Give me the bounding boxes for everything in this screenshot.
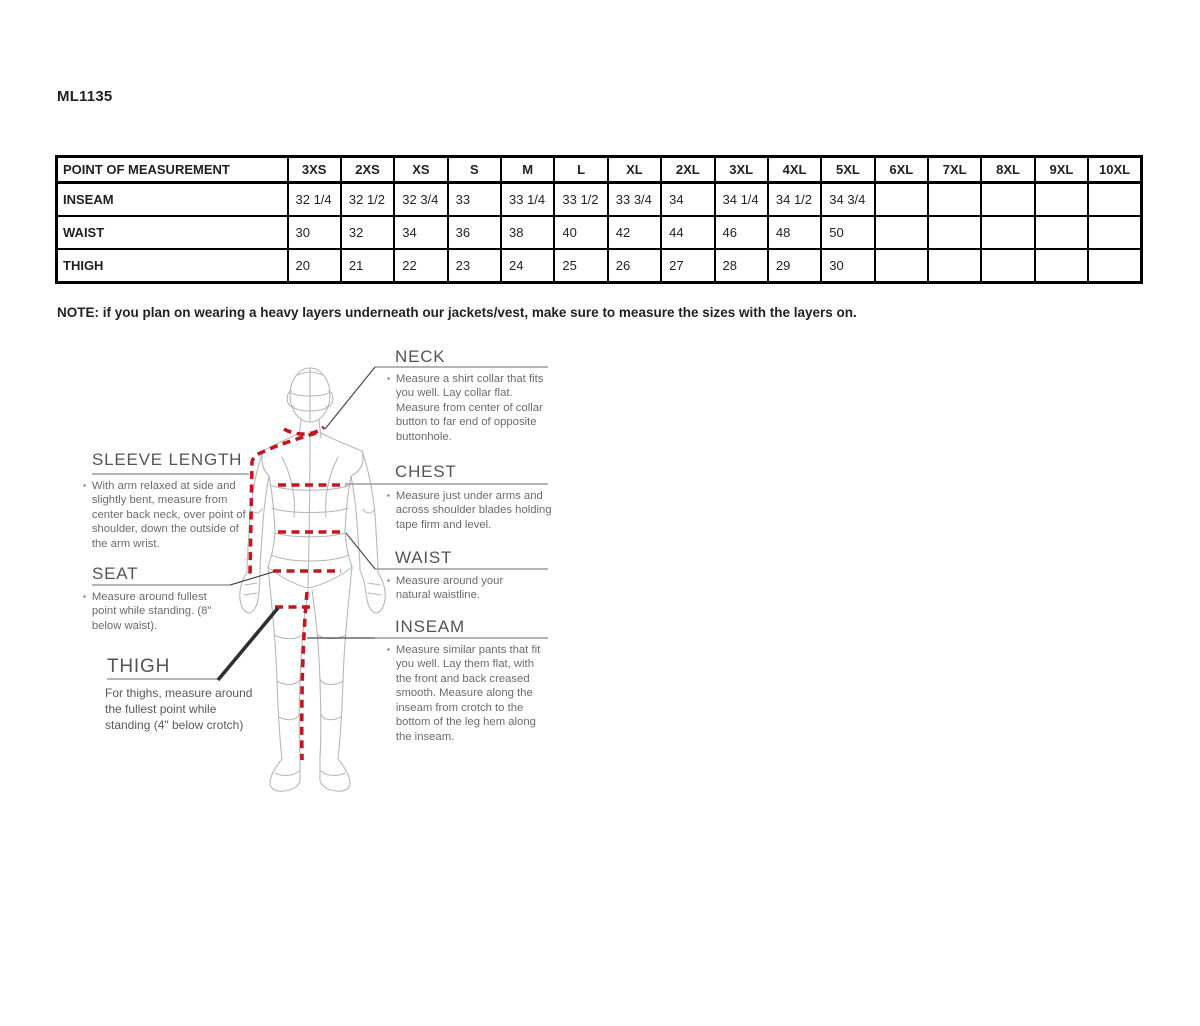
sleeve-length-label [83,479,253,551]
inseam-instructions: Measure similar pants that fit you well. Lay them flat, with the front and back creased smooth. Measure along the inseam from crotch to the bottom of the leg hem along the inseam. [395,644,541,743]
neck-title: NECK [395,347,446,366]
table-cell [928,216,981,249]
table-cell: 32 1/4 [288,183,341,217]
chest-instructions: Measure just under arms and across shoulder blades holding tape firm and level. [395,490,552,531]
waist-instructions: Measure around your natural waistline. [395,575,504,602]
header-cell: 4XL [768,157,821,183]
table-row-waist [57,216,1142,249]
seat-title: SEAT [92,564,139,583]
seat-label [83,590,233,633]
thigh-label [105,686,263,733]
row-label: INSEAM [57,183,288,217]
table-cell: 36 [448,216,501,249]
table-cell [981,183,1034,217]
header-cell: 9XL [1035,157,1088,183]
table-cell: 46 [715,216,768,249]
table-cell: 40 [554,216,607,249]
row-label: THIGH [57,249,288,283]
bullet-icon: ▪ [83,592,86,601]
thigh-instructions: For thighs, measure around the fullest point while standing (4" below crotch) [105,686,253,732]
table-cell: 33 [448,183,501,217]
sleeve-length-title: SLEEVE LENGTH [92,450,243,469]
table-cell: 42 [608,216,661,249]
measurement-diagram [70,345,550,797]
table-cell: 34 1/2 [768,183,821,217]
row-label: WAIST [57,216,288,249]
table-cell: 44 [661,216,714,249]
neck-instructions: Measure a shirt collar that fits you well. Lay collar flat. Measure from center of collar button to far end of opposite buttonhole. [395,373,544,443]
size-table [55,155,1143,284]
seat-instructions: Measure around fullest point while standing. (8" below waist). [91,591,212,632]
header-cell: XS [394,157,447,183]
table-cell: 33 3/4 [608,183,661,217]
table-cell: 32 1/2 [341,183,394,217]
waist-label [387,574,517,603]
neck-label [387,372,549,444]
table-row-thigh [57,249,1142,283]
table-cell: 21 [341,249,394,283]
layers-note: NOTE: if you plan on wearing a heavy layers underneath our jackets/vest, make sure to measure the sizes with the layers on. [57,305,857,320]
inseam-title: INSEAM [395,617,465,636]
table-cell [981,216,1034,249]
table-cell: 33 1/4 [501,183,554,217]
table-cell: 32 [341,216,394,249]
table-row-inseam [57,183,1142,217]
table-cell [1035,216,1088,249]
table-cell: 34 [394,216,447,249]
table-cell: 25 [554,249,607,283]
table-cell: 22 [394,249,447,283]
header-cell: 2XL [661,157,714,183]
header-cell: S [448,157,501,183]
neck-measure-line [284,427,324,434]
table-cell [928,249,981,283]
bullet-icon: ▪ [83,481,86,490]
page-title: ML1135 [57,88,113,105]
table-cell: 38 [501,216,554,249]
header-cell: 3XL [715,157,768,183]
table-cell: 20 [288,249,341,283]
header-cell: 5XL [821,157,874,183]
header-cell: M [501,157,554,183]
chest-label [387,489,555,532]
bullet-icon: ▪ [387,645,390,654]
table-cell [928,183,981,217]
table-cell: 34 [661,183,714,217]
table-cell: 30 [288,216,341,249]
table-cell: 32 3/4 [394,183,447,217]
table-cell [875,249,928,283]
table-cell: 24 [501,249,554,283]
header-cell: L [554,157,607,183]
bullet-icon: ▪ [387,491,390,500]
table-cell: 23 [448,249,501,283]
table-cell: 50 [821,216,874,249]
table-cell: 34 1/4 [715,183,768,217]
header-cell: 8XL [981,157,1034,183]
table-cell [1088,216,1141,249]
table-cell [875,183,928,217]
chest-title: CHEST [395,462,457,481]
inseam-label [387,643,552,744]
header-cell: 2XS [341,157,394,183]
table-cell [875,216,928,249]
header-cell: 10XL [1088,157,1141,183]
header-cell: XL [608,157,661,183]
table-cell: 26 [608,249,661,283]
table-cell: 27 [661,249,714,283]
table-cell [1035,249,1088,283]
table-cell [1088,249,1141,283]
header-cell: 6XL [875,157,928,183]
sleeve-length-instructions: With arm relaxed at side and slightly bent, measure from center back neck, over point of shoulder, down the outside of the arm wrist. [91,480,246,550]
sleeve-measure-line [250,433,316,575]
table-cell: 33 1/2 [554,183,607,217]
table-cell [1088,183,1141,217]
header-cell: POINT OF MEASUREMENT [57,157,288,183]
table-cell [981,249,1034,283]
table-cell [1035,183,1088,217]
thigh-title: THIGH [107,656,171,677]
measurement-lines [250,427,346,760]
table-cell: 48 [768,216,821,249]
seat-connector [230,572,273,585]
header-cell: 7XL [928,157,981,183]
header-cell: 3XS [288,157,341,183]
size-table-header-row [57,157,1142,183]
bullet-icon: ▪ [387,374,390,383]
table-cell: 29 [768,249,821,283]
bullet-icon: ▪ [387,576,390,585]
table-cell: 34 3/4 [821,183,874,217]
table-cell: 28 [715,249,768,283]
waist-title: WAIST [395,548,453,567]
table-cell: 30 [821,249,874,283]
